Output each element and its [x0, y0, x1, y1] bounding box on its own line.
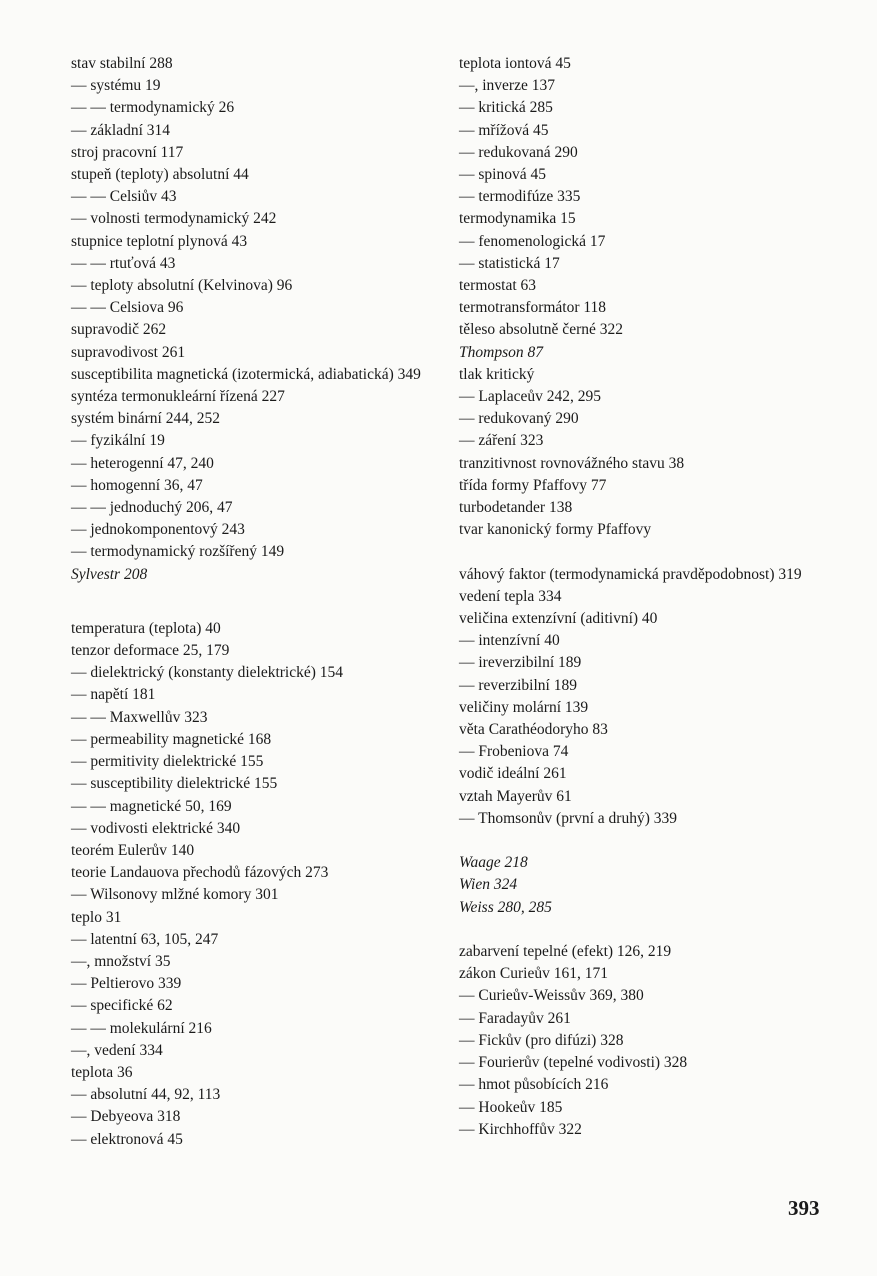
index-entry: — Peltierovo 339	[71, 975, 182, 993]
index-entry: — Debyeova 318	[71, 1108, 181, 1126]
index-entry: — termodifúze 335	[459, 188, 581, 206]
index-entry: — statistická 17	[459, 254, 560, 272]
index-entry: — systému 19	[71, 77, 161, 95]
index-entry: — napětí 181	[71, 686, 156, 704]
index-entry: teplo 31	[71, 908, 122, 926]
index-entry: — jednokomponentový 243	[71, 521, 245, 539]
index-entry: — — Celsiův 43	[71, 188, 177, 206]
index-entry: — teploty absolutní (Kelvinova) 96	[71, 277, 293, 295]
index-entry: — — magnetické 50, 169	[71, 797, 232, 815]
index-column-right	[459, 53, 829, 1141]
index-entry: — intenzívní 40	[459, 632, 560, 650]
index-entry: vztah Mayerův 61	[459, 787, 572, 805]
index-entry: — základní 314	[71, 121, 171, 139]
section-gap	[71, 586, 443, 618]
index-entry: — Faradayův 261	[459, 1009, 571, 1027]
index-entry: — permeability magnetické 168	[71, 730, 272, 748]
index-entry: supravodič 262	[71, 321, 167, 339]
index-entry: vedení tepla 334	[459, 587, 562, 605]
index-entry: — — termodynamický 26	[71, 99, 235, 117]
index-entry: — redukovaný 290	[459, 410, 579, 428]
index-entry: Waage 218	[459, 854, 528, 872]
index-entry: — ireverzibilní 189	[459, 654, 582, 672]
index-entry: teplota 36	[71, 1063, 133, 1081]
index-column-left	[71, 53, 443, 1151]
index-entry: — mřížová 45	[459, 121, 549, 139]
index-entry: — Laplaceův 242, 295	[459, 388, 602, 406]
index-entry: — homogenní 36, 47	[71, 476, 203, 494]
index-entry: — dielektrický (konstanty dielektrické) 154	[71, 664, 344, 682]
index-entry: — — Celsiova 96	[71, 299, 184, 317]
section-gap	[459, 541, 829, 563]
index-entry: zákon Curieův 161, 171	[459, 965, 608, 983]
index-entry: — Fourierův (tepelné vodivosti) 328	[459, 1054, 688, 1072]
index-entry: — Curieův-Weissův 369, 380	[459, 987, 644, 1005]
index-entry: Wien 324	[459, 876, 518, 894]
index-entry: —, inverze 137	[459, 77, 555, 95]
index-entry: — termodynamický rozšířený 149	[71, 543, 285, 561]
index-entry: termotransformátor 118	[459, 299, 607, 317]
page-number: 393	[788, 1196, 820, 1220]
index-entry: — fenomenologická 17	[459, 232, 606, 250]
index-entry: stupeň (teploty) absolutní 44	[71, 166, 249, 184]
index-entry: třída formy Pfaffovy 77	[459, 476, 607, 494]
index-entry: tvar kanonický formy Pfaffovy	[459, 521, 652, 539]
section-gap	[459, 830, 829, 852]
index-entry: Weiss 280, 285	[459, 898, 552, 916]
index-entry: systém binární 244, 252	[71, 410, 220, 428]
index-entry: věta Carathéodoryho 83	[459, 721, 608, 739]
index-entry: — — molekulární 216	[71, 1019, 212, 1037]
index-entry: — redukovaná 290	[459, 143, 578, 161]
index-entry: — — rtuťová 43	[71, 254, 176, 272]
index-entry: — hmot působících 216	[459, 1076, 609, 1094]
index-entry: syntéza termonukleární řízená 227	[71, 388, 285, 406]
index-entry: — — Maxwellův 323	[71, 708, 208, 726]
index-entry: vodič ideální 261	[459, 765, 567, 783]
index-entry: těleso absolutně černé 322	[459, 321, 623, 339]
index-entry: teorie Landauova přechodů fázových 273	[71, 864, 329, 882]
index-entry: — specifické 62	[71, 997, 173, 1015]
index-entry: veličina extenzívní (aditivní) 40	[459, 610, 658, 628]
index-entry: — susceptibility dielektrické 155	[71, 775, 278, 793]
index-entry: stav stabilní 288	[71, 55, 173, 72]
index-entry: — volnosti termodynamický 242	[71, 210, 277, 228]
section-gap	[459, 919, 829, 941]
index-entry: — reverzibilní 189	[459, 676, 577, 694]
index-entry: — elektronová 45	[71, 1130, 183, 1148]
index-entry: tenzor deformace 25, 179	[71, 642, 230, 660]
index-entry: stupnice teplotní plynová 43	[71, 232, 248, 250]
index-entry: — vodivosti elektrické 340	[71, 819, 241, 837]
index-entry: turbodetander 138	[459, 499, 573, 517]
index-entry: tranzitivnost rovnovážného stavu 38	[459, 454, 685, 472]
index-entry: termodynamika 15	[459, 210, 576, 228]
index-entry: Thompson 87	[459, 343, 543, 361]
index-entry: — Hookeův 185	[459, 1098, 563, 1116]
index-entry: Sylvestr 208	[71, 565, 148, 583]
index-entry: — Wilsonovy mlžné komory 301	[71, 886, 279, 904]
index-entry: — — jednoduchý 206, 47	[71, 499, 233, 517]
index-entry: teorém Eulerův 140	[71, 841, 195, 859]
index-entry: — Frobeniova 74	[459, 743, 569, 761]
index-entry: veličiny molární 139	[459, 698, 589, 716]
index-entry: —, množství 35	[71, 952, 171, 970]
index-entry: — Thomsonův (první a druhý) 339	[459, 809, 677, 827]
index-entry: tlak kritický	[459, 365, 535, 383]
index-entry: — fyzikální 19	[71, 432, 165, 450]
index-entry: — záření 323	[459, 432, 544, 450]
index-entry: — permitivity dielektrické 155	[71, 753, 264, 771]
index-entry: — absolutní 44, 92, 113	[71, 1086, 221, 1104]
index-entry: teplota iontová 45	[459, 55, 571, 72]
index-entry: — Kirchhoffův 322	[459, 1120, 582, 1138]
index-entry: termostat 63	[459, 277, 537, 295]
index-entry: váhový faktor (termodynamická pravděpodobnost) 319	[459, 565, 802, 583]
index-entry: stroj pracovní 117	[71, 143, 184, 161]
index-entry: — spinová 45	[459, 166, 546, 184]
index-entry: —, vedení 334	[71, 1041, 163, 1059]
index-entry: — kritická 285	[459, 99, 553, 117]
index-entry: — Fickův (pro difúzi) 328	[459, 1031, 624, 1049]
index-entry: temperatura (teplota) 40	[71, 619, 221, 637]
index-entry: zabarvení tepelné (efekt) 126, 219	[459, 943, 672, 961]
index-entry: — latentní 63, 105, 247	[71, 930, 219, 948]
index-entry: susceptibilita magnetická (izotermická, adiabatická) 349	[71, 365, 421, 383]
index-entry: — heterogenní 47, 240	[71, 454, 214, 472]
index-entry: supravodivost 261	[71, 343, 186, 361]
